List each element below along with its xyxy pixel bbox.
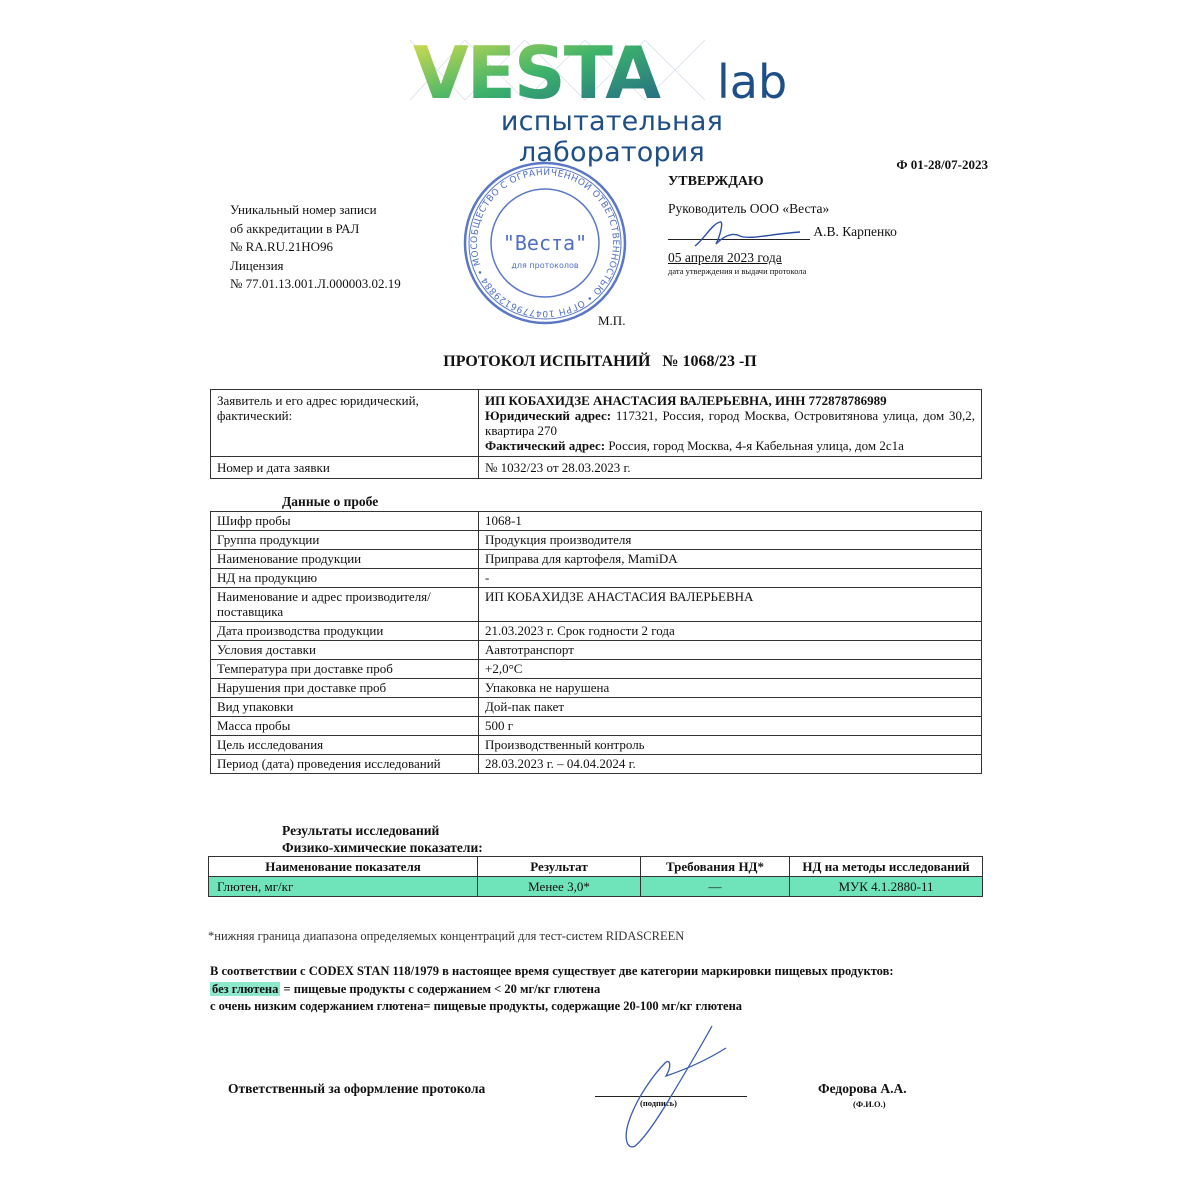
table-cell: Дой-пак пакет	[479, 698, 982, 717]
column-header: НД на методы исследований	[790, 857, 983, 877]
table-cell: Продукция производителя	[479, 531, 982, 550]
accreditation-line: Уникальный номер записи	[230, 202, 377, 217]
table-cell: ИП КОБАХИДЗЕ АНАСТАСИЯ ВАЛЕРЬЕВНА	[479, 588, 982, 622]
svg-text:lab: lab	[717, 55, 788, 109]
name-note: (Ф.И.О.)	[853, 1099, 886, 1109]
table-cell: 1068-1	[479, 512, 982, 531]
stamp-place: М.П.	[598, 313, 626, 328]
table-cell: Номер и дата заявки	[211, 457, 479, 479]
table-cell: Менее 3,0*	[478, 877, 641, 897]
column-header: Результат	[478, 857, 641, 877]
responsible-signature	[600, 1018, 730, 1153]
table-cell: Группа продукции	[211, 531, 479, 550]
table-cell: Период (дата) проведения исследований	[211, 755, 479, 774]
table-cell: —	[641, 877, 790, 897]
table-cell: Масса пробы	[211, 717, 479, 736]
accreditation-line: Лицензия	[230, 257, 284, 273]
footnote: *нижняя граница диапазона определяемых концентраций для тест-систем RIDASCREEN	[208, 929, 685, 943]
table-cell: Заявитель и его адрес юридический, фактический:	[211, 390, 479, 457]
table-header-row	[209, 857, 983, 877]
svg-text:ОБЩЕСТВО С ОГРАНИЧЕННОЙ ОТВЕТС: ОБЩЕСТВО С ОГРАНИЧЕННОЙ ОТВЕТСТВЕННОСТЬЮ • ОГРН 1047796129884 • МОС	[469, 167, 621, 319]
lab-logo	[405, 30, 805, 168]
table-row	[211, 512, 982, 531]
table-row	[211, 588, 982, 622]
table-cell: Условия доставки	[211, 641, 479, 660]
table-cell: МУК 4.1.2880-11	[790, 877, 983, 897]
column-header: Требования НД*	[641, 857, 790, 877]
column-header: Наименование показателя	[209, 857, 478, 877]
table-cell: Нарушения при доставке проб	[211, 679, 479, 698]
table-row	[211, 641, 982, 660]
table-cell: Шифр пробы	[211, 512, 479, 531]
sample-table	[210, 511, 982, 774]
applicant-name: ИП КОБАХИДЗЕ АНАСТАСИЯ ВАЛЕРЬЕВНА, ИНН 772878786989	[485, 393, 887, 408]
table-cell: № 1032/23 от 28.03.2023 г.	[479, 457, 982, 479]
responsible-name: Федорова А.А.	[818, 1081, 907, 1096]
table-row	[211, 698, 982, 717]
table-cell: Вид упаковки	[211, 698, 479, 717]
round-stamp	[462, 160, 628, 326]
svg-text:VESTA: VESTA	[413, 31, 660, 110]
codex-note	[210, 963, 894, 1016]
results-subtitle: Физико-химические показатели:	[282, 840, 483, 855]
results-title: Результаты исследований	[282, 823, 440, 838]
table-row	[211, 755, 982, 774]
codex-line: В соответствии с CODEX STAN 118/1979 в настоящее время существует две категории маркировки пищевых продуктов:	[210, 964, 894, 978]
table-cell: +2,0°С	[479, 660, 982, 679]
applicant-details	[479, 390, 982, 457]
table-cell: 21.03.2023 г. Срок годности 2 года	[479, 622, 982, 641]
approval-signature	[690, 218, 810, 250]
legal-address: 117321, Россия, город Москва, Островитянова улица, дом 30,2, квартира 270	[485, 408, 976, 438]
table-cell: Аавтотранспорт	[479, 641, 982, 660]
approval-date: 05 апреля 2023 года	[668, 250, 782, 265]
table-row	[211, 569, 982, 588]
table-cell: Наименование и адрес производителя/ поставщика	[211, 588, 479, 622]
approval-name: А.В. Карпенко	[813, 224, 897, 239]
actual-address: Россия, город Москва, 4-я Кабельная улица, дом 2с1а	[605, 438, 904, 453]
form-code: Ф 01-28/07-2023	[896, 157, 988, 172]
table-cell: -	[479, 569, 982, 588]
table-cell: 500 г	[479, 717, 982, 736]
table-row	[211, 531, 982, 550]
table-row	[211, 457, 982, 479]
signature-note: (подпись)	[640, 1098, 677, 1108]
actual-address-label: Фактический адрес:	[485, 438, 606, 453]
table-row	[211, 622, 982, 641]
accreditation-line: об аккредитации в РАЛ	[230, 220, 360, 236]
svg-text:для протоколов: для протоколов	[511, 261, 579, 270]
codex-line: с очень низким содержанием глютена= пищевые продукты, содержащие 20-100 мг/кг глютена	[210, 999, 743, 1013]
table-cell: Производственный контроль	[479, 736, 982, 755]
gluten-free-highlight: без глютена	[212, 981, 279, 996]
table-row	[211, 550, 982, 569]
table-cell: Упаковка не нарушена	[479, 679, 982, 698]
table-cell: Приправа для картофеля, MamiDA	[479, 550, 982, 569]
table-cell: Температура при доставке проб	[211, 660, 479, 679]
accreditation-block	[230, 201, 401, 294]
table-cell: НД на продукцию	[211, 569, 479, 588]
accreditation-line: № 77.01.13.001.Л.000003.02.19	[230, 276, 401, 291]
table-cell: Глютен, мг/кг	[209, 877, 478, 897]
svg-text:"Веста": "Веста"	[502, 231, 588, 255]
table-row	[211, 390, 982, 457]
table-cell: Цель исследования	[211, 736, 479, 755]
approval-title: УТВЕРЖДАЮ	[668, 174, 764, 189]
applicant-table	[210, 389, 982, 479]
results-table	[208, 856, 983, 897]
table-cell: Наименование продукции	[211, 550, 479, 569]
legal-address-label: Юридический адрес:	[485, 408, 612, 423]
protocol-title: ПРОТОКОЛ ИСПЫТАНИЙ № 1068/23 -П	[443, 353, 757, 370]
responsible-label: Ответственный за оформление протокола	[228, 1081, 486, 1096]
table-row	[211, 717, 982, 736]
table-row	[211, 660, 982, 679]
approval-role: Руководитель ООО «Веста»	[668, 201, 830, 216]
table-row	[209, 877, 983, 897]
logo-subtitle: испытательная лаборатория	[500, 106, 724, 168]
approval-date-note: дата утверждения и выдачи протокола	[668, 266, 807, 276]
table-row	[211, 679, 982, 698]
codex-line: = пищевые продукты с содержанием < 20 мг/кг глютена	[280, 981, 601, 996]
table-row	[211, 736, 982, 755]
sample-section-title: Данные о пробе	[282, 494, 379, 509]
table-cell: 28.03.2023 г. – 04.04.2024 г.	[479, 755, 982, 774]
accreditation-line: № RA.RU.21НО96	[230, 239, 334, 254]
table-cell: Дата производства продукции	[211, 622, 479, 641]
